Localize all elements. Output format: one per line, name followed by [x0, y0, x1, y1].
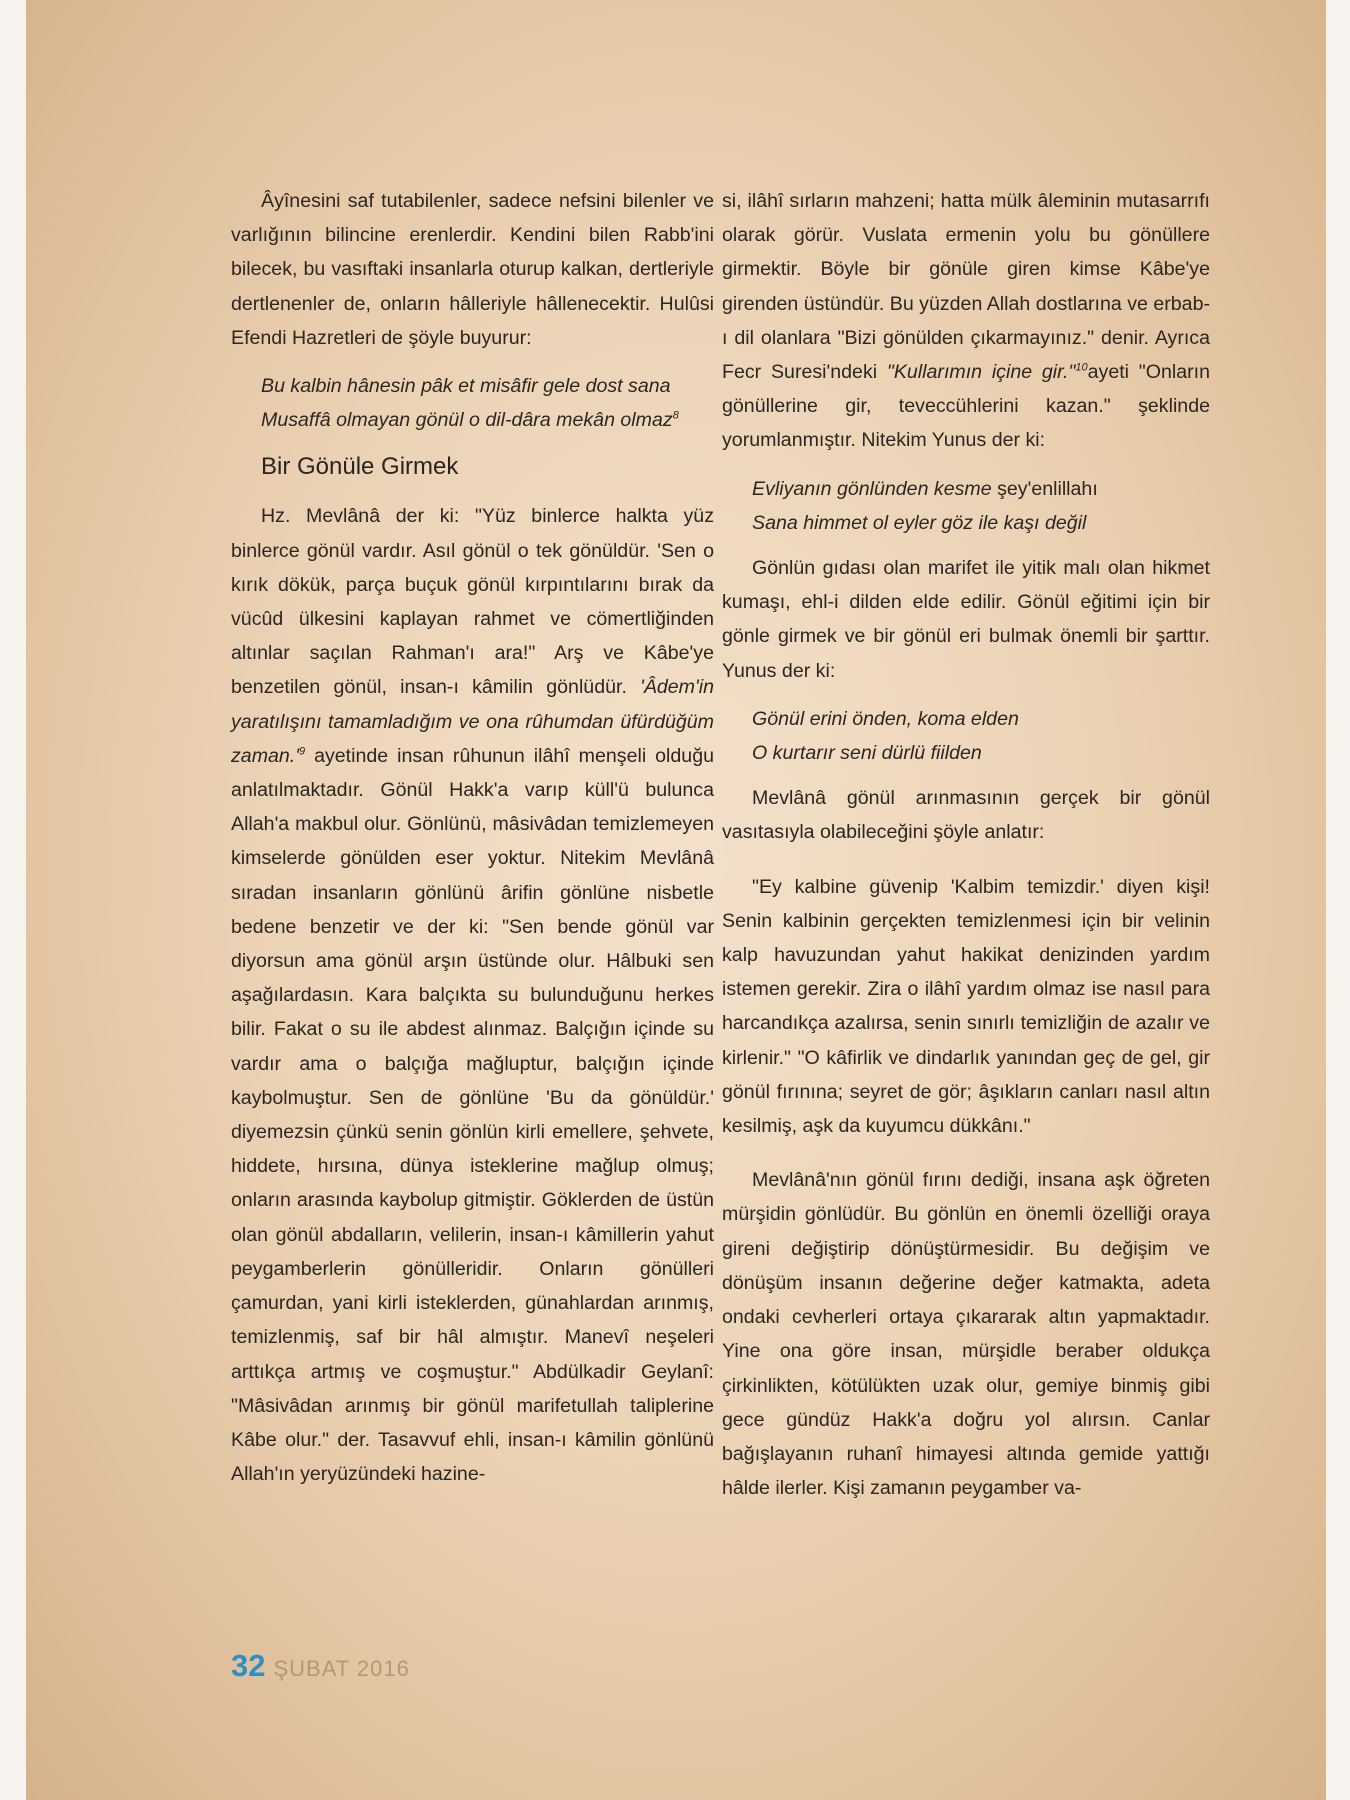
- page-number: 32: [231, 1648, 266, 1683]
- footnote-ref: 8: [672, 409, 679, 422]
- paragraph: Mevlânâ gönül arınmasının gerçek bir gönül vasıtasıyla olabileceğini şöyle anlatır:: [722, 787, 1210, 844]
- quran-quote: "Kullarımın içine gir.": [886, 361, 1076, 384]
- page-footer: [231, 1648, 410, 1688]
- section-heading: Bir Gönüle Girmek: [261, 453, 459, 481]
- paragraph: si, ilâhî sırların mahzeni; hatta mülk âleminin mutasarrıfı olarak görür. Vuslata ermenin yolu bu gönüllere girmektir. Böyle bir gönüle giren kimse Kâbe'ye girenden üstündür. Bu yüzden Allah dostlarına ve erbab-ı dil olanlara "Bizi gönülden çıkarmayınız." denir. Ayrıca Fecr Suresi'ndeki "Kullarımın içine gir."$^{10}$ayeti "Onların gönüllerine gir, teveccühlerini kazan." şeklinde yorumlanmıştır. Nitekim Yunus der ki:: [722, 190, 1211, 452]
- verse-line: Sana himmet ol eyler göz ile kaşı değil: [752, 511, 1087, 534]
- left-column: [231, 184, 714, 1491]
- verse-line: Musaffâ olmayan gönül o dil-dâra mekân olmaz$^8$: [261, 409, 679, 432]
- paragraph: Âyînesini saf tutabilenler, sadece nefsini bilenler ve varlığının bilincine erenlerdir. Kendini bilen Rabb'ini bilecek, bu vasıftaki insanlarla oturup kalkan, dertleriyle dertlenenler de, onların hâlleriyle hâllenecektir. Hulûsi Efendi Hazretleri de şöyle buyurur:: [231, 190, 714, 349]
- verse-line: Bu kalbin hânesin pâk et misâfir gele dost sana: [261, 375, 671, 398]
- paragraph: Hz. Mevlânâ der ki: "Yüz binlerce halkta yüz binlerce gönül vardır. Asıl gönül o tek gönüldür. 'Sen o kırık dökük, parça buçuk gönül kırpıntılarını bırak da vücûd ülkesini kaplayan rahmet ve cömertliğinden altınlar saçılan Rahman'ı ara!" Arş ve Kâbe'ye benzetilen gönül, insan-ı kâmilin gönlüdür. 'Âdem'in yaratılışını tamamladığım ve ona rûhumdan üfürdüğüm zaman.'$^9$ ayetinde insan rûhunun ilâhî menşeli olduğu anlatılmaktadır. Gönül Hakk'a varıp küll'ü bulunca Allah'a makbul olur. Gönlünü, mâsivâdan temizlemeyen kimselerde gönülden eser yoktur. Nitekim Mevlânâ sıradan insanların gönlünü ârifin gönlüne nisbetle bedene benzetir ve der ki: "Sen bende gönül var diyorsun ama gönül arşın üstünde olur. Hâlbuki sen aşağılardasın. Kara balçıkta su bulunduğunu herkes bilir. Fakat o su ile abdest alınmaz. Balçığın içinde su vardır ama o balçığa mağluptur, balçığın içinde kaybolmuştur. Sen de gönlüne 'Bu da gönüldür.' diyemezsin çünkü senin gönlün kirli emellere, şehvete, hiddete, hırsına, dünya isteklerine mağlup olmuş; onların arasında kaybolup gitmiştir. Göklerden de üstün olan gönül abdalların, velilerin, insan-ı kâmillerin yahut peygamberlerin gönülleridir. Onların gönülleri çamurdan, yani kirli isteklerden, günahlardan arınmış, temizlenmiş, saf bir hâl almıştır. Manevî neşeleri arttıkça artmış ve coşmuştur." Abdülkadir Geylanî: "Mâsivâdan arınmış bir gönül marifetullah taliplerine Kâbe olur." der. Tasavvuf ehli, insan-ı kâmilin gönlünü Allah'ın yeryüzündeki hazine-: [231, 505, 714, 1486]
- verse-line: O kurtarır seni dürlü fiilden: [752, 742, 982, 765]
- magazine-page: [26, 0, 1326, 1800]
- paragraph: "Ey kalbine güvenip 'Kalbim temizdir.' diyen kişi! Senin kalbinin gerçekten temizlenmesi için bir velinin kalp havuzundan yahut hakikat denizinden yardım istemen gerekir. Zira o ilâhî yardım olmaz ise nasıl para harcandıkça azalırsa, senin sınırlı temizliğin de azalır ve kirlenir." "O kâfirlik ve dindarlık yanından geç de gel, gir gönül fırınına; seyret de gör; âşıkların canları nasıl altın kesilmiş, aşk da kuyumcu dükkânı.": [722, 875, 1210, 1138]
- right-column: [722, 184, 1210, 1505]
- paragraph: Gönlün gıdası olan marifet ile yitik malı olan hikmet kumaşı, ehl-i dilden elde edilir. Gönül eğitimi için bir gönle girmek ve bir gönül eri bulmak önemli bir şarttır. Yunus der ki:: [722, 557, 1210, 682]
- verse-line: Evliyanın gönlünden kesme şey'enlillahı: [752, 477, 1098, 500]
- footnote-ref: 10: [1075, 361, 1088, 374]
- footnote-ref: 9: [299, 745, 306, 758]
- verse-line: Gönül erini önden, koma elden: [752, 707, 1019, 730]
- paragraph: Mevlânâ'nın gönül fırını dediği, insana aşk öğreten mürşidin gönlüdür. Bu gönlün en önemli özelliği oraya gireni değiştirip dönüştürmesidir. Bu değişim ve dönüşüm insanın değerine değer katmakta, adeta ondaki cevherleri ortaya çıkararak altın yapmaktadır. Yine ona göre insan, mürşidle beraber oldukça çirkinlikten, kötülükten uzak olur, gemiye binmiş gibi gece gündüz Hakk'a doğru yol alırsın. Canlar bağışlayanın ruhanî himayesi altında gemide yattığı hâlde ilerler. Kişi zamanın peygamber va-: [722, 1169, 1210, 1500]
- issue-date: ŞUBAT 2016: [273, 1656, 410, 1681]
- quran-quote: 'Âdem'in yaratılışını tamamladığım ve ona rûhumdan üfürdüğüm zaman.': [231, 676, 714, 767]
